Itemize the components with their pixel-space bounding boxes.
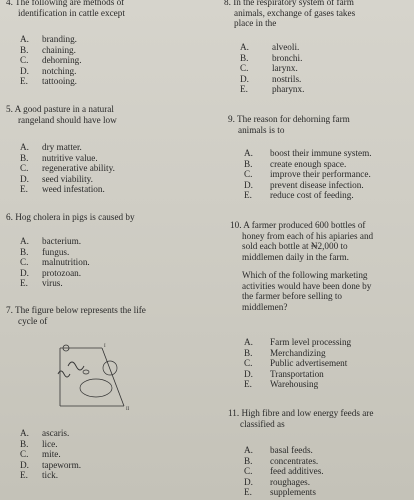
option[interactable]: A. ascaris. (20, 428, 70, 438)
question-10-stem-8: middlemen? (242, 301, 288, 312)
option[interactable]: D. nostrils. (240, 73, 302, 84)
cyst-icon (83, 370, 89, 374)
question-11 (228, 408, 373, 429)
option[interactable]: D. Transportation (244, 368, 324, 379)
option[interactable]: C. regenerative ability. (20, 163, 115, 173)
question-9 (228, 114, 350, 135)
question-5-options (20, 142, 115, 195)
question-10-stem-6: activities would have been done by (242, 280, 372, 291)
question-10-stem-1: 10. A farmer produced 600 bottles of (230, 220, 366, 230)
question-7-stem-2: cycle of (18, 315, 48, 326)
option[interactable]: A. bacterium. (20, 236, 82, 246)
question-9-options (244, 148, 372, 201)
option[interactable]: C. feed additives. (244, 466, 324, 476)
question-7 (6, 305, 146, 326)
option[interactable]: C. dehorning. (20, 55, 82, 65)
option[interactable]: D. notching. (20, 65, 77, 76)
question-6-options (20, 236, 90, 289)
question-7-options (20, 428, 81, 481)
option[interactable]: A. basal feeds. (244, 445, 313, 455)
life-cycle-diagram (46, 338, 146, 418)
question-8-stem-2: animals, exchange of gases takes (234, 7, 356, 18)
option[interactable]: A. branding. (20, 34, 77, 44)
option[interactable]: C. Public advertisement (244, 358, 348, 368)
option[interactable]: C. malnutrition. (20, 257, 90, 267)
option[interactable]: A. dry matter. (20, 142, 82, 152)
question-4-stem-2: identification in cattle except (18, 7, 125, 18)
option[interactable]: B. create enough space. (244, 158, 347, 169)
host-body-icon (80, 379, 112, 397)
option[interactable]: E. pharynx. (240, 84, 305, 94)
question-8 (224, 0, 355, 29)
option[interactable]: A. Farm level processing (244, 337, 352, 347)
option[interactable]: A. alveoli. (240, 42, 300, 52)
option[interactable]: C. improve their performance. (244, 169, 371, 179)
option[interactable]: E. tattooing. (20, 76, 77, 86)
option[interactable]: E. reduce cost of feeding. (244, 190, 354, 200)
option[interactable]: E. virus. (20, 278, 63, 288)
question-5-stem-1: 5. A good pasture in a natural (6, 104, 114, 114)
worm-stage-icon (68, 362, 84, 370)
option[interactable]: B. concentrates. (244, 455, 319, 466)
question-10-options (244, 337, 351, 390)
question-9-stem-1: 9. The reason for dehorning farm (228, 114, 350, 124)
diagram-arrow-line (102, 348, 124, 406)
question-10-stem-3: sold each bottle at ₦2,000 to (242, 241, 348, 251)
option[interactable]: C. mite. (20, 449, 61, 459)
option[interactable]: E. tick. (20, 470, 59, 480)
option[interactable]: E. weed infestation. (20, 184, 105, 194)
option[interactable]: D. protozoan. (20, 267, 82, 278)
question-5 (6, 104, 117, 125)
diagram-label-i: I (104, 344, 106, 349)
question-5-stem-2: rangeland should have low (18, 114, 117, 125)
question-7-stem-1: 7. The figure below represents the life (6, 305, 146, 315)
option[interactable]: B. fungus. (20, 246, 70, 257)
question-10-stem-7: the farmer before selling to (242, 291, 342, 301)
option[interactable]: A. boost their immune system. (244, 148, 372, 158)
question-4-options (20, 34, 82, 87)
option[interactable]: D. roughages. (244, 476, 311, 487)
question-8-options (240, 42, 304, 95)
option[interactable]: E. Warehousing (244, 379, 319, 389)
option[interactable]: B. nutritive value. (20, 152, 98, 163)
question-10-stem-4: middlemen daily in the farm. (242, 251, 349, 262)
question-4-stem-1: 4. The following are methods of (6, 0, 125, 7)
option[interactable]: D. seed viability. (20, 173, 93, 184)
option[interactable]: D. tapeworm. (20, 459, 82, 470)
question-11-stem-1: 11. High fibre and low energy feeds are (228, 408, 374, 418)
option[interactable]: D. prevent disease infection. (244, 179, 364, 190)
question-6 (6, 212, 135, 223)
question-10 (230, 220, 373, 312)
diagram-label-ii: II (126, 407, 130, 412)
question-8-stem-1: 8. In the respiratory system of farm (224, 0, 354, 7)
question-11-options (244, 445, 324, 498)
option[interactable]: B. Merchandizing (244, 347, 326, 358)
question-11-stem-2: classified as (240, 418, 285, 429)
option[interactable]: B. chaining. (20, 44, 76, 55)
question-6-stem-1: 6. Hog cholera in pigs is caused by (6, 212, 135, 222)
option[interactable]: E. supplements (244, 487, 316, 497)
question-10-stem-5: Which of the following marketing (242, 270, 368, 280)
option[interactable]: B. bronchi. (240, 52, 303, 63)
question-4 (6, 0, 125, 18)
question-9-stem-2: animals is to (238, 124, 285, 135)
option[interactable]: C. larynx. (240, 63, 298, 73)
option[interactable]: B. lice. (20, 438, 58, 449)
question-8-stem-3: place in the (234, 18, 277, 28)
question-10-stem-2: honey from each of his apiaries and (242, 230, 374, 241)
